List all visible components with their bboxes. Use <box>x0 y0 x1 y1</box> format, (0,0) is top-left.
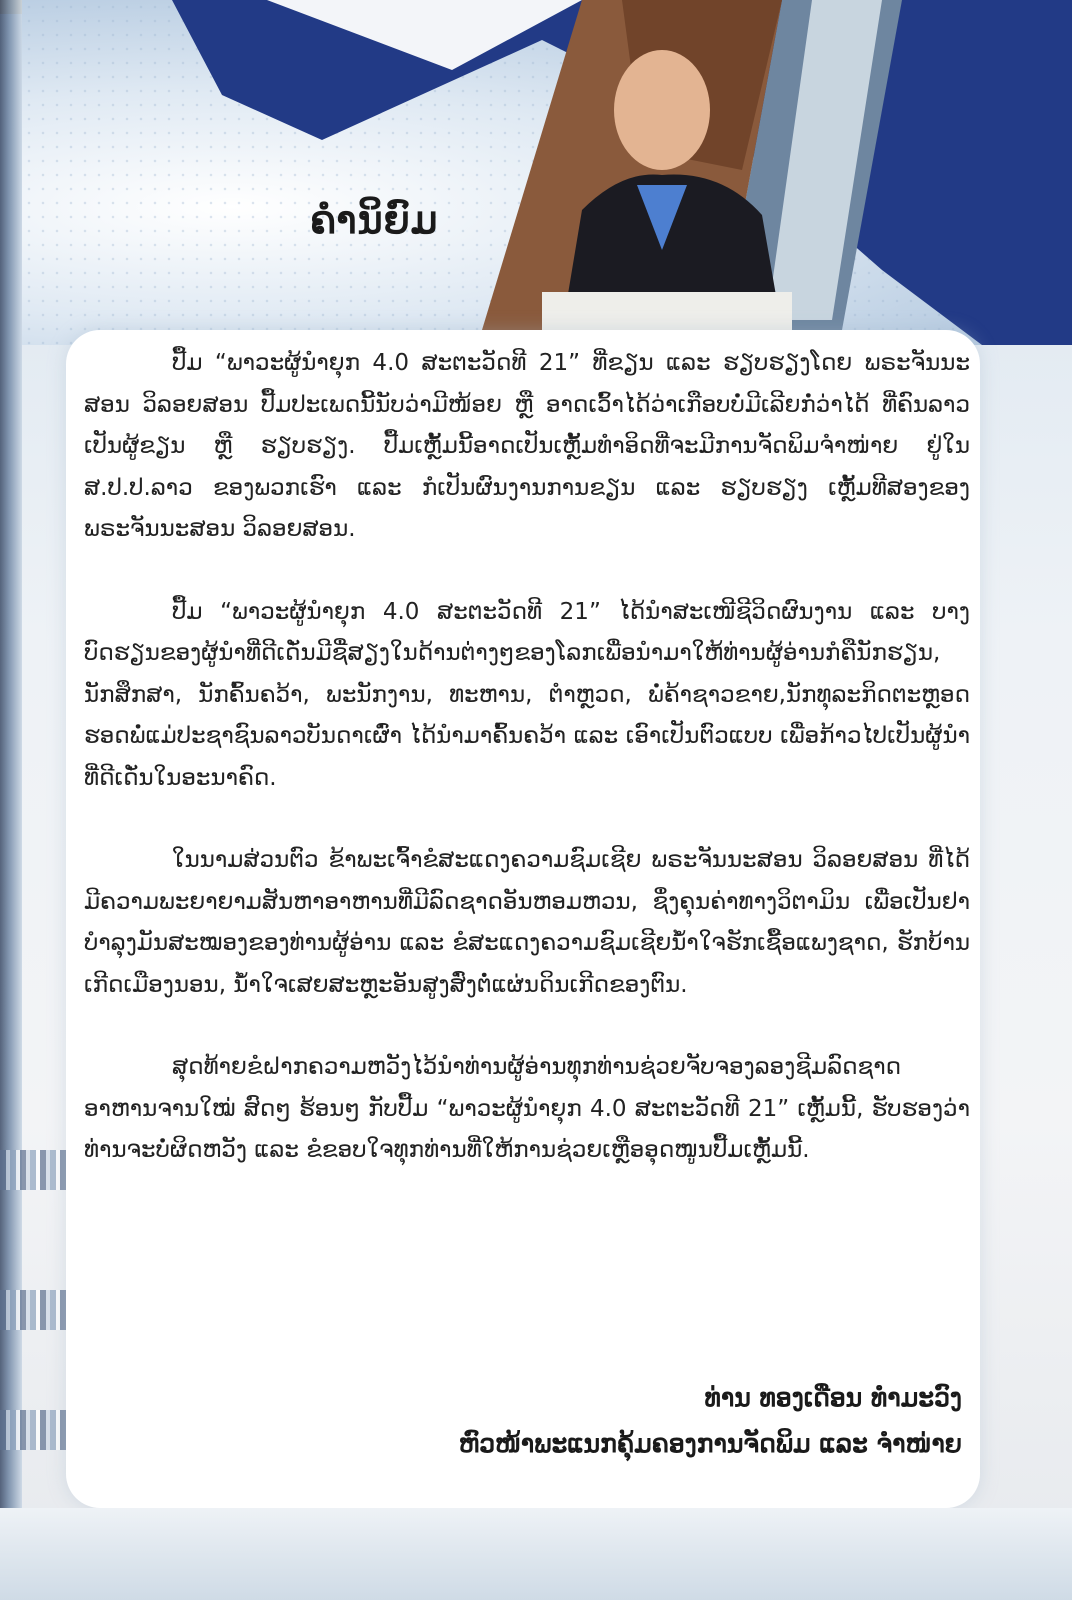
paragraph-2: ປື້ມ “ພາວະຜູ້ນຳຍຸກ 4.0 ສະຕະວັດທີ 21” ໄດ້ນຳສະເໜີຊີວິດຜົນງານ ແລະ ບາງບົດຮຽນຂອງຜູ້ນຳທີ່ດີເດັ່ນມີຊື່ສຽງໃນດ້ານຕ່າງໆຂອງໂລກເພື່ອນຳມາໃຫ້ທ່ານຜູ້ອ່ານກໍຄືນັກຮຽນ, ນັກສຶກສາ, ນັກຄົ້ນຄວ້າ, ພະນັກງານ, ທະຫານ, ຕຳຫຼວດ, ພໍ່ຄ້າຊາວຂາຍ,ນັກທຸລະກິດຕະຫຼອດຮອດພໍ່ແມ່ປະຊາຊົນລາວບັນດາເຜົ່າ ໄດ້ນຳມາຄົ້ນຄວ້າ ແລະ ເອົາເປັນຕົວແບບ ເພື່ອກ້າວໄປເປັນຜູ້ນຳທີ່ດີເດັ່ນໃນອະນາຄົດ. <box>84 598 970 791</box>
page-title: ຄຳນິຍົມ <box>310 197 439 242</box>
preface-body <box>84 343 970 1213</box>
edge-mosaic <box>0 1290 70 1330</box>
desk-papers <box>542 292 792 330</box>
paragraph-1: ປື້ມ “ພາວະຜູ້ນຳຍຸກ 4.0 ສະຕະວັດທີ 21” ທີ່ຂຽນ ແລະ ຮຽບຮຽງໂດຍ ພຣະຈັນນະສອນ ວິລອຍສອນ ປື້ມປະເພດນີ້ນັບວ່າມີໜ້ອຍ ຫຼື ອາດເວົ້າໄດ້ວ່າເກືອບບໍ່ມີເລີຍກໍ່ວ່າໄດ້ ທີ່ຄົນລາວເປັນຜູ້ຂຽນ ຫຼື ຮຽບຮຽງ. ປື້ມເຫຼັ້ມນີ້ອາດເປັນເຫຼັ້ມທຳອິດທີ່ຈະມີການຈັດພິມຈຳໜ່າຍ ຢູ່ໃນ ສ.ປ.ປ.ລາວ ຂອງພວກເຮົາ ແລະ ກໍເປັນຜົນງານການຂຽນ ແລະ ຮຽບຮຽງ ເຫຼັ້ມທີສອງຂອງ ພຣະຈັນນະສອນ ວິລອຍສອນ. <box>84 350 970 542</box>
signature-position: ຫົວໜ້າພະແນກຄຸ້ມຄອງການຈັດພິມ ແລະ ຈຳໜ່າຍ <box>458 1429 962 1458</box>
paragraph-3: ໃນນາມສ່ວນຕົວ ຂ້າພະເຈົ້າຂໍສະແດງຄວາມຊົມເຊີຍ ພຣະຈັນນະສອນ ວິລອຍສອນ ທີ່ໄດ້ມີຄວາມພະຍາຍາມສັນຫາອາຫານທີ່ມີລົດຊາດອັນຫອມຫວນ, ຊຶ່ງຄຸນຄ່າທາງວິຕາມິນ ເພື່ອເປັນຢາບຳລຸງມັນສະໝອງຂອງທ່ານຜູ້ອ່ານ ແລະ ຂໍສະແດງຄວາມຊົມເຊີຍນ້ຳໃຈຮັກເຊື້ອແພງຊາດ, ຮັກບ້ານເກີດເມືອງນອນ, ນ້ຳໃຈເສຍສະຫຼະອັນສູງສົ່ງຕໍ່ແຜ່ນດິນເກີດຂອງຕົນ. <box>84 847 970 998</box>
bottom-band <box>0 1508 1072 1600</box>
signature-block <box>459 1375 962 1467</box>
header-banner <box>22 0 1072 345</box>
person-head <box>614 50 710 170</box>
edge-mosaic <box>0 1150 70 1190</box>
signature-name: ທ່ານ ທອງເດືອນ ທຳມະວົງ <box>704 1383 962 1412</box>
header-graphic <box>22 0 1072 345</box>
paragraph-4: ສຸດທ້າຍຂໍຝາກຄວາມຫວັງໄວ້ນຳທ່ານຜູ້ອ່ານທຸກທ່ານຊ່ວຍຈັບຈອງລອງຊີມລົດຊາດອາຫານຈານໃໝ່ ສົດໆ ຮ້ອນໆ ກັບປື້ມ “ພາວະຜູ້ນຳຍຸກ 4.0 ສະຕະວັດທີ 21” ເຫຼັ້ມນີ້, ຮັບຮອງວ່າທ່ານຈະບໍ່ຜິດຫວັງ ແລະ ຂໍຂອບໃຈທຸກທ່ານທີ່ໃຫ້ການຊ່ວຍເຫຼືອອຸດໜູນປື້ມເຫຼັ້ມນີ້. <box>84 1054 970 1163</box>
edge-mosaic <box>0 1410 70 1450</box>
book-spine-edge <box>0 0 22 1600</box>
